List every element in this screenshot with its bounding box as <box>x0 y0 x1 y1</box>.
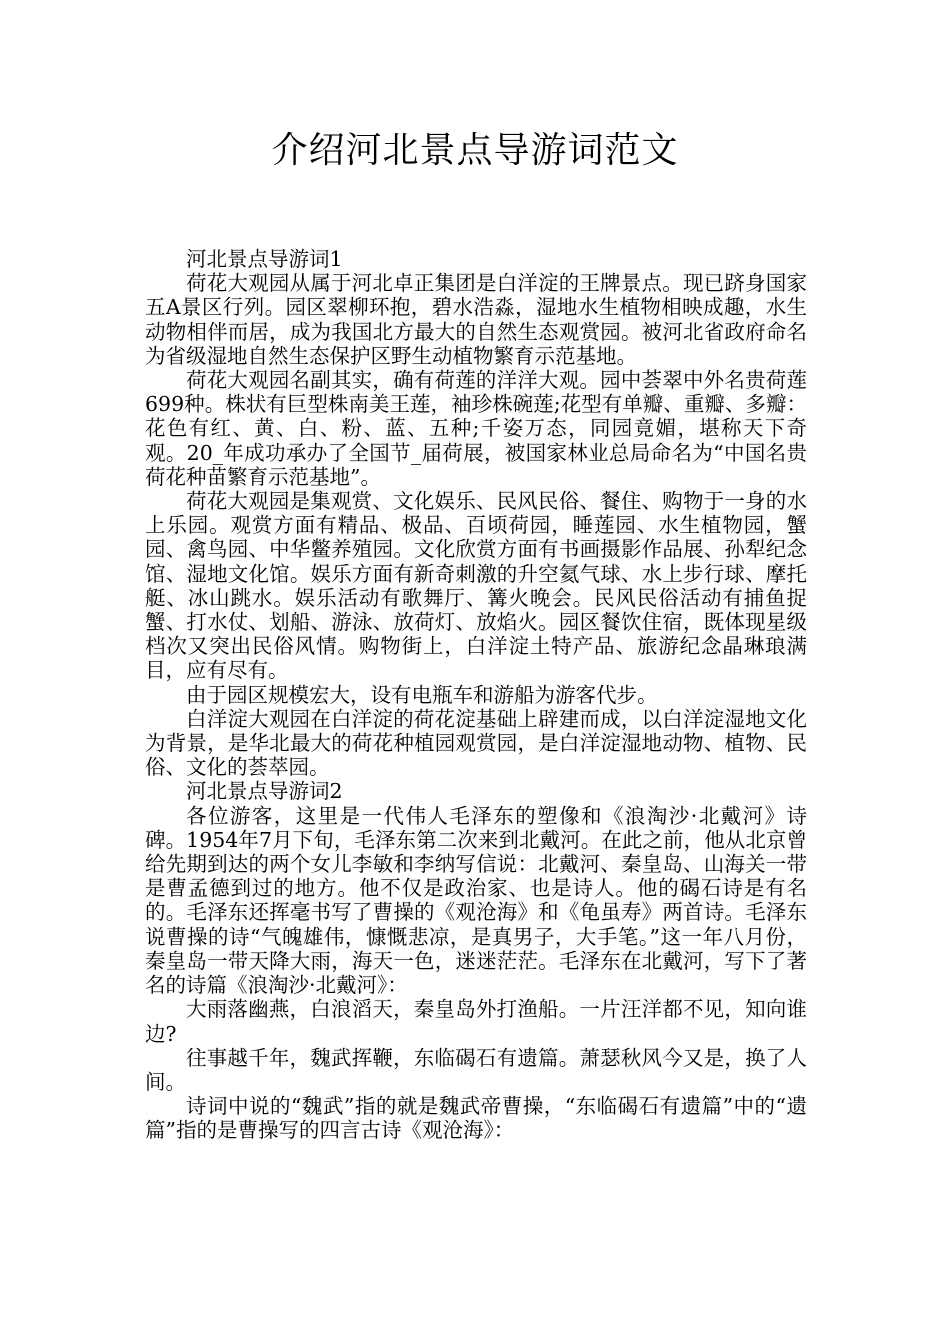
document-body <box>145 247 807 1143</box>
document-title: 介绍河北景点导游词范文 <box>271 130 679 171</box>
section-heading-2: 河北景点导游词2 <box>186 779 343 804</box>
paragraph: 由于园区规模宏大，设有电瓶车和游船为游客代步。 <box>186 682 658 707</box>
paragraph: 诗词中说的“魏武”指的就是魏武帝曹操，“东临碣石有遗篇”中的“遗篇”指的是曹操写的四言古诗《观沧海》： <box>145 1094 807 1143</box>
poem-line: 大雨落幽燕，白浪滔天，秦皇岛外打渔船。一片汪洋都不见，知向谁边? <box>145 997 807 1046</box>
paragraph: 各位游客，这里是一代伟人毛泽东的塑像和《浪淘沙·北戴河》诗碑。1954年7月下旬，毛泽东第二次来到北戴河。在此之前，他从北京曾给先期到达的两个女儿李敏和李纳写信说：北戴河、秦皇岛、山海关一带是曹孟德到过的地方。他不仅是政治家、也是诗人。他的碣石诗是有名的。毛泽东还挥毫书写了曹操的《观沧海》和《龟虽寿》两首诗。毛泽东说曹操的诗“气魄雄伟，慷慨悲凉，是真男子，大手笔。”这一年八月份，秦皇岛一带天降大雨，海天一色，迷迷茫茫。毛泽东在北戴河，写下了著名的诗篇《浪淘沙·北戴河》： <box>145 803 807 998</box>
section-heading-1: 河北景点导游词1 <box>186 247 343 271</box>
paragraph: 荷花大观园名副其实，确有荷莲的洋洋大观。园中荟翠中外名贵荷莲699种。株状有巨型株南美王莲，袖珍株碗莲;花型有单瓣、重瓣、多瓣：花色有红、黄、白、粉、蓝、五种;千姿万态，同园竟媚，堪称天下奇观。20_年成功承办了全国节_届荷展，被国家林业总局命名为“中国名贵荷花种苗繁育示范基地”。 <box>145 368 807 489</box>
paragraph: 荷花大观园是集观赏、文化娱乐、民风民俗、餐住、购物于一身的水上乐园。观赏方面有精品、极品、百顷荷园，睡莲园、水生植物园，蟹园、禽鸟园、中华鳖养殖园。文化欣赏方面有书画摄影作品展、孙犁纪念馆、湿地文化馆。娱乐方面有新奇刺激的升空氦气球、水上步行球、摩托艇、冰山跳水。娱乐活动有歌舞厅、篝火晚会。民风民俗活动有捕鱼捉蟹、打水仗、划船、游泳、放荷灯、放焰火。园区餐饮住宿，既体现星级档次又突出民俗风情。购物街上，白洋淀土特产品、旅游纪念晶琳琅满目，应有尽有。 <box>145 489 807 683</box>
poem-line: 往事越千年，魏武挥鞭，东临碣石有遗篇。萧瑟秋风今又是，换了人间。 <box>145 1045 807 1094</box>
paragraph: 荷花大观园从属于河北卓正集团是白洋淀的王牌景点。现已跻身国家五A景区行列。园区翠柳环抱，碧水浩淼，湿地水生植物相映成趣，水生动物相伴而居，成为我国北方最大的自然生态观赏园。被河北省政府命名为省级湿地自然生态保护区野生动植物繁育示范基地。 <box>145 271 807 368</box>
paragraph: 白洋淀大观园在白洋淀的荷花淀基础上辟建而成，以白洋淀湿地文化为背景，是华北最大的荷花种植园观赏园，是白洋淀湿地动物、植物、民俗、文化的荟萃园。 <box>145 706 807 780</box>
